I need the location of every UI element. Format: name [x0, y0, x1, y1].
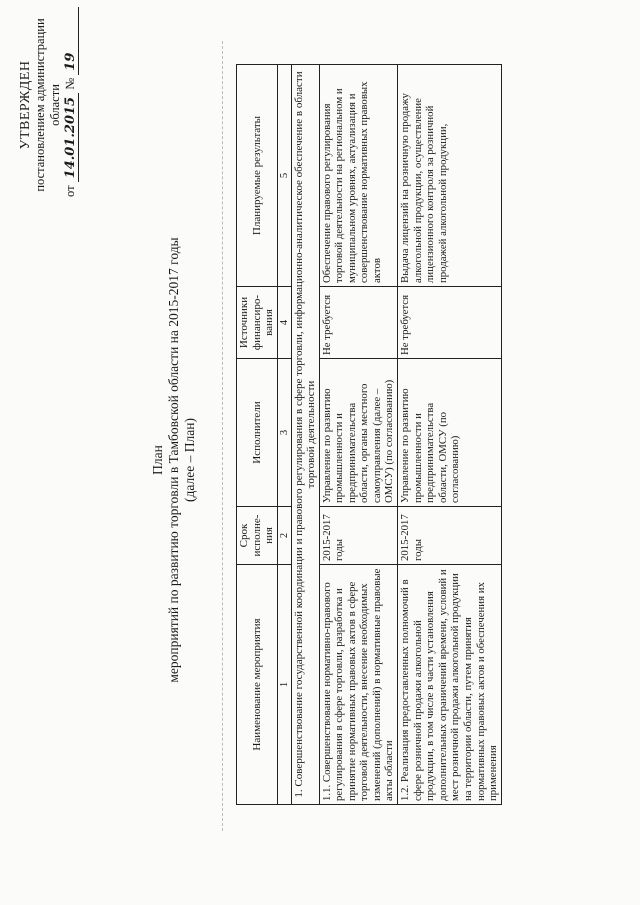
page-edge-rule: [222, 41, 223, 831]
section-title: 1. Совершенствование государственной координации и правового регулирования в сфере торговли, информационно-аналитическое обеспечение в области торговой деятельности: [291, 65, 319, 805]
header-executors: Исполнители: [237, 359, 278, 507]
cell-results: Обеспечение правового регулирования торговой деятельности на региональном и муниципальном уровнях, актуализация и совершенствование нормативных правовых актов: [319, 65, 398, 287]
cell-executors: Управление по развитию промышленности и предпринимательства области, ОМСУ (по согласованию): [398, 359, 502, 507]
heading-note: (далее – План): [182, 418, 197, 502]
table-header-row: [237, 65, 278, 805]
col-number: 5: [277, 65, 291, 287]
plan-table: [236, 64, 502, 805]
plan-heading: [150, 110, 198, 810]
cell-executors: Управление по развитию промышленности и предпринимательства области, органы местного самоуправления (далее – ОМСУ) (по согласованию): [319, 359, 398, 507]
col-number: 1: [277, 565, 291, 805]
heading-subtitle: мероприятий по развитию торговли в Тамбовской области на 2015-2017 годы: [166, 237, 181, 683]
header-results: Планируемые результаты: [237, 65, 278, 287]
cell-name: 1.2. Реализация предоставленных полномочий в сфере розничной продажи алкогольной продукции, в том числе в части установления дополнительных ограничений времени, условий и мест розничной продажи алкогольной продукции на территории области, путем принятия нормативных правовых актов и обеспечения их применения: [398, 565, 502, 805]
cell-funding: Не требуется: [398, 287, 502, 359]
approval-line: постановлением администрации области: [33, 18, 62, 192]
col-number: 2: [277, 507, 291, 565]
approval-title: УТВЕРЖДЕН: [18, 60, 33, 150]
cell-results: Выдача лицензий на розничную продажу алкогольной продукции, осуществление лицензионного контроля за розничной продажей алкогольной продукции,: [398, 65, 502, 287]
col-number: 3: [277, 359, 291, 507]
col-number: 4: [277, 287, 291, 359]
date-prefix: от: [63, 185, 77, 197]
approval-date-line: [63, 5, 79, 205]
heading-title: План: [150, 445, 165, 475]
cell-term: 2015-2017 годы: [319, 507, 398, 565]
section-row: [291, 65, 319, 805]
header-name: Наименование мероприятия: [237, 565, 278, 805]
header-term: Срок исполне-ния: [237, 507, 278, 565]
cell-name: 1.1. Совершенствование нормативно-правового регулирования в сфере торговли, разработка и принятие нормативных правовых актов в сфере торговой деятельности, внесение необходимых изменений (дополнений) в нормативные правовые акты области: [319, 565, 398, 805]
cell-funding: Не требуется: [319, 287, 398, 359]
table-row: [319, 65, 398, 805]
approval-stamp: [18, 5, 79, 205]
handwritten-number: 19: [63, 7, 79, 75]
column-numbers-row: [277, 65, 291, 805]
cell-term: 2015-2017 годы: [398, 507, 502, 565]
header-funding: Источники финансиро-вания: [237, 287, 278, 359]
handwritten-date: 14.01.2015: [63, 93, 79, 182]
number-prefix: №: [63, 77, 77, 90]
table-row: [398, 65, 502, 805]
